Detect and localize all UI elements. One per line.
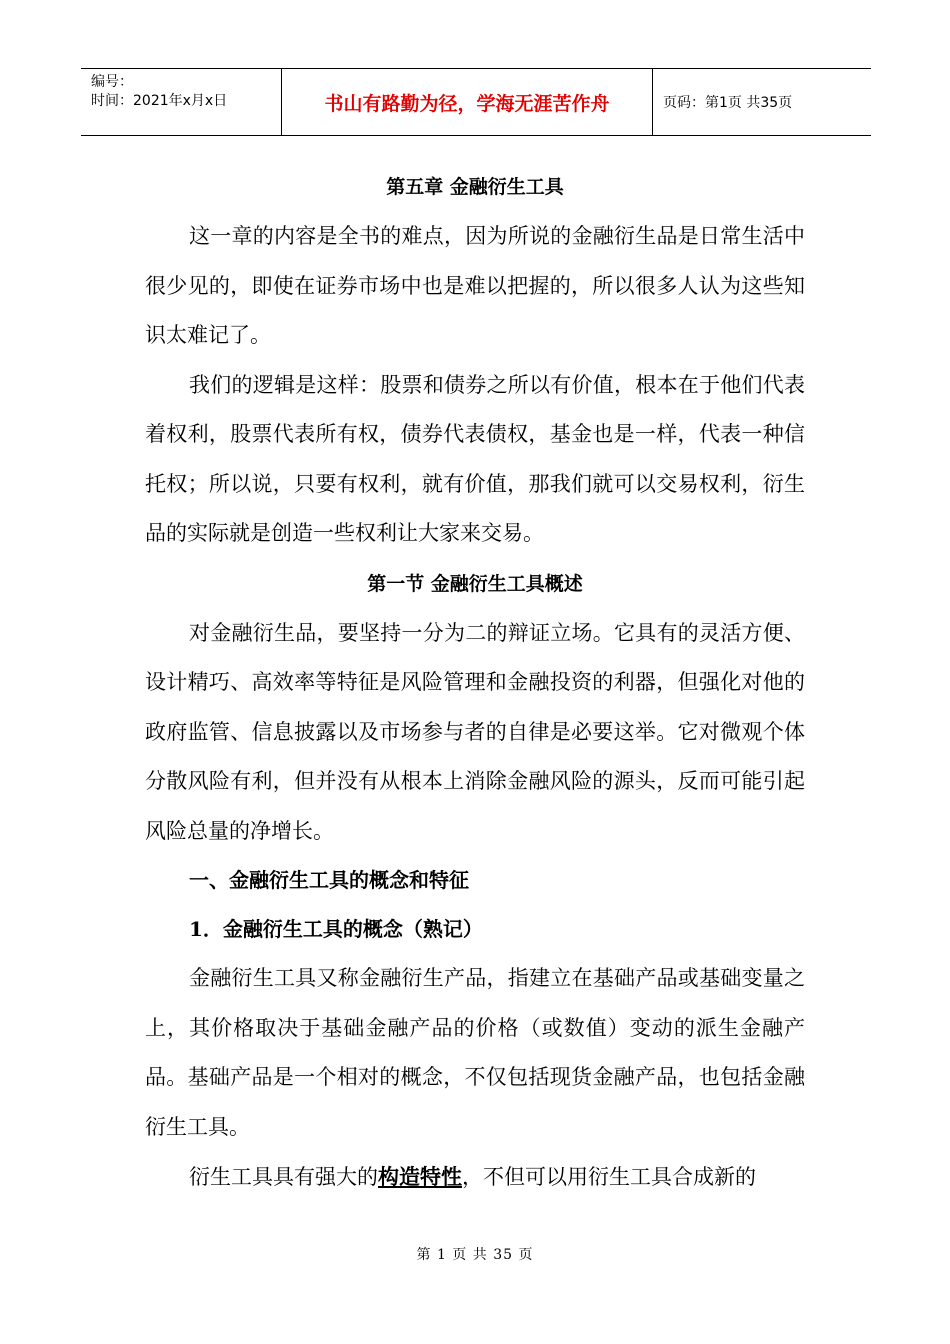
document-number-label: 编号： <box>91 74 133 90</box>
document-body <box>145 162 805 1203</box>
intro-paragraph-2: 我们的逻辑是这样：股票和债券之所以有价值，根本在于他们代表着权利，股票代表所有权，债券代表债权，基金也是一样，代表一种信托权；所以说，只要有权利，就有价值，那我们就可以交易权利，衍生品的实际就是创造一些权利让大家来交易。 <box>145 372 805 545</box>
header-page-info: 页码：第1页 共35页 <box>663 95 793 111</box>
header-meta <box>81 69 281 135</box>
header-motto: 书山有路勤为径，学海无涯苦作舟 <box>281 69 653 135</box>
document-time: 时间：2021年x月x日 <box>91 93 228 109</box>
section-intro-paragraph: 对金融衍生品，要坚持一分为二的辩证立场。它具有的灵活方便、设计精巧、高效率等特征是风险管理和金融投资的利器，但强化对他的政府监管、信息披露以及市场参与者的自律是必要这举。它对微观个体分散风险有利，但并没有从根本上消除金融风险的源头，反而可能引起风险总量的净增长。 <box>145 620 805 843</box>
section-title: 第一节 金融衍生工具概述 <box>367 572 583 595</box>
subheading-concept-features: 一、金融衍生工具的概念和特征 <box>189 868 469 892</box>
chapter-title: 第五章 金融衍生工具 <box>386 176 564 198</box>
page-footer: 第 1 页 共 35 页 <box>416 1247 534 1263</box>
construction-paragraph <box>145 1152 805 1203</box>
intro-paragraph-1: 这一章的内容是全书的难点，因为所说的金融衍生品是日常生活中很少见的，即使在证券市场中也是难以把握的，所以很多人认为这些知识太难记了。 <box>145 224 805 347</box>
construction-text-before: 衍生工具具有强大的 <box>189 1165 378 1189</box>
definition-paragraph: 金融衍生工具又称金融衍生产品，指建立在基础产品或基础变量之上，其价格取决于基础金融产品的价格（或数值）变动的派生金融产品。基础产品是一个相对的概念，不仅包括现货金融产品，也包括金融衍生工具。 <box>145 966 805 1139</box>
page-header <box>81 68 871 136</box>
subheading-concept-definition: 1．金融衍生工具的概念（熟记） <box>189 917 483 941</box>
construction-text-after: ，不但可以用衍生工具合成新的 <box>462 1165 756 1189</box>
construction-underlined-term: 构造特性 <box>378 1164 462 1189</box>
